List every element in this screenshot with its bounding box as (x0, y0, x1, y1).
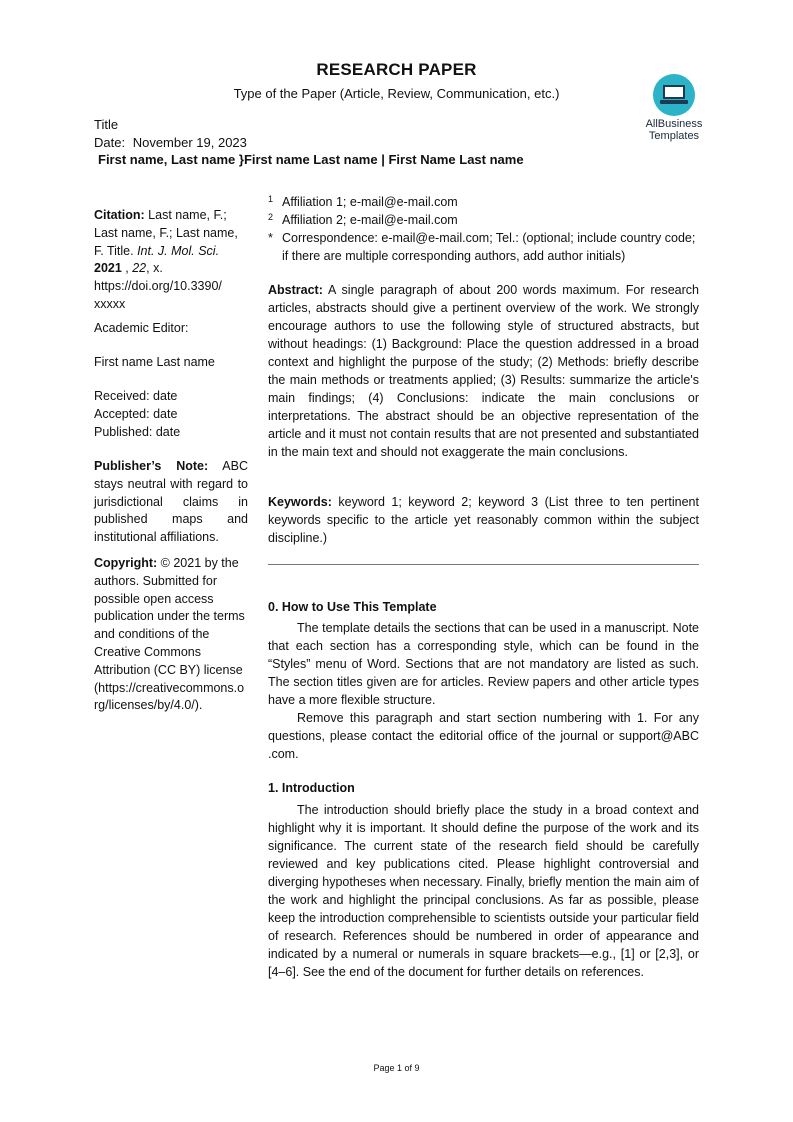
section-1-paragraph-1: The introduction should briefly place the study in a broad context and highlight why it is important. It should define the purpose of the work and its significance. The current state of the research field should be carefully reviewed and key publications cited. Please highlight controversial and diverging hypotheses when necessary. Finally, briefly mention the main aim of the work and highlight the principal conclusions. As far as possible, please keep the introduction comprehensible to scientists outside your particular field of research. References should be numbered in order of appearance and indicated by a numeral or numerals in square brackets—e.g., [1] or [2,3], or [4–6]. See the end of the document for further details on references. (268, 803, 699, 979)
citation-label: Citation: (94, 208, 145, 222)
author-list: First name, Last name }First name Last name | First Name Last name (98, 152, 524, 167)
affiliation-text: Affiliation 2; e-mail@e-mail.com (282, 213, 458, 227)
dates-block (94, 388, 248, 441)
section-0-paragraph-1: The template details the sections that can be used in a manuscript. Note that each section has a corresponding style, which can be found in the “Styles” menu of Word. Sections that are not mandatory are listed as such. The section titles given are for articles. Review papers and other article types have a more flexible structure. (268, 621, 699, 707)
publisher-note-label: Publisher’s Note: (94, 459, 209, 473)
logo-line-1: AllBusiness (645, 118, 703, 130)
correspondence (268, 229, 699, 265)
citation-journal: Int. J. Mol. Sci. (137, 243, 220, 258)
section-1-heading: 1. Introduction (268, 781, 355, 795)
affiliations (268, 193, 699, 265)
date-line (94, 134, 247, 152)
date-value: November 19, 2023 (132, 135, 247, 150)
section-0-heading: 0. How to Use This Template (268, 600, 437, 614)
page-number: Page 1 of 9 (373, 1063, 420, 1073)
citation-volume: 22 (132, 261, 147, 276)
correspondence-text: Correspondence: e-mail@e-mail.com; Tel.: (optional; include country code; if there are multiple corresponding authors, add author initials) (282, 231, 696, 263)
laptop-icon (653, 74, 695, 116)
section-0 (268, 598, 699, 763)
title-placeholder: Title (94, 117, 119, 132)
copyright-text: © 2021 by the authors. Submitted for possible open access publication under the terms and conditions of the Creative Commons Attribution (CC BY) license (https://creativecommons.org/licenses/by/4.0/). (94, 556, 245, 713)
publisher-note-text: ABC stays neutral with regard to jurisdictional claims in published maps and institutional affiliations. (94, 459, 248, 545)
section-0-paragraph-2: Remove this paragraph and start section numbering with 1. For any questions, please contact the editorial office of the journal or support@ABC .com. (268, 711, 699, 761)
citation-year: 2021 (94, 261, 122, 276)
citation-block: Citation: Last name, F.; Last name, F.; Last name, F. Title. Int. J. Mol. Sci. 2021 , 22, x. https://doi.org/10.3390/ xxxxx (94, 208, 238, 311)
keywords (268, 493, 699, 547)
affiliation-text: Affiliation 1; e-mail@e-mail.com (282, 195, 458, 209)
section-divider (268, 564, 699, 565)
section-1 (268, 779, 699, 981)
copyright-label: Copyright: (94, 556, 158, 570)
citation-doi: x. https://doi.org/10.3390/ xxxxx (94, 261, 222, 311)
affiliation-2 (268, 211, 699, 229)
academic-editor-name: First name Last name (94, 355, 215, 369)
keywords-label: Keywords: (268, 495, 332, 509)
abstract (268, 281, 699, 461)
logo-line-2: Templates (648, 130, 700, 142)
affiliation-mark: 1 (268, 194, 274, 204)
received-date: Received: date (94, 389, 178, 403)
published-date: Published: date (94, 424, 181, 439)
abstract-text: A single paragraph of about 200 words maximum. For research articles, abstracts should give a pertinent overview of the work. We strongly encourage authors to use the following style of structured abstracts, but without headings: (1) Background: Place the question addressed in a broad context and highlight the purpose of the study; (2) Methods: briefly describe the main methods or treatments applied; (3) Results: summarize the article's main findings; (4) Conclusions: indicate the main conclusions or interpretations. The abstract should be an objective representation of the article and it must not contain results that are not presented and substantiated in the main text and should not exaggerate the main conclusions. (268, 283, 699, 459)
copyright-block (94, 555, 248, 715)
paper-title: RESEARCH PAPER (316, 60, 477, 79)
keywords-text: keyword 1; keyword 2; keyword 3 (List three to ten pertinent keywords specific to the article yet reasonably common within the subject discipline.) (268, 495, 699, 545)
abstract-label: Abstract: (268, 283, 323, 297)
citation-text: Last name, F.; Last name, F.; Last name, F. Title. (94, 208, 238, 258)
date-label: Date: (94, 135, 126, 150)
allbusiness-logo (636, 74, 712, 142)
academic-editor-label: Academic Editor: (94, 321, 189, 335)
accepted-date: Accepted: date (94, 406, 178, 421)
paper-type-subtitle: Type of the Paper (Article, Review, Communication, etc.) (233, 86, 560, 101)
affiliation-1 (268, 193, 699, 211)
affiliation-mark: 2 (268, 212, 274, 222)
publisher-note (94, 458, 248, 547)
correspondence-mark: * (268, 231, 273, 245)
